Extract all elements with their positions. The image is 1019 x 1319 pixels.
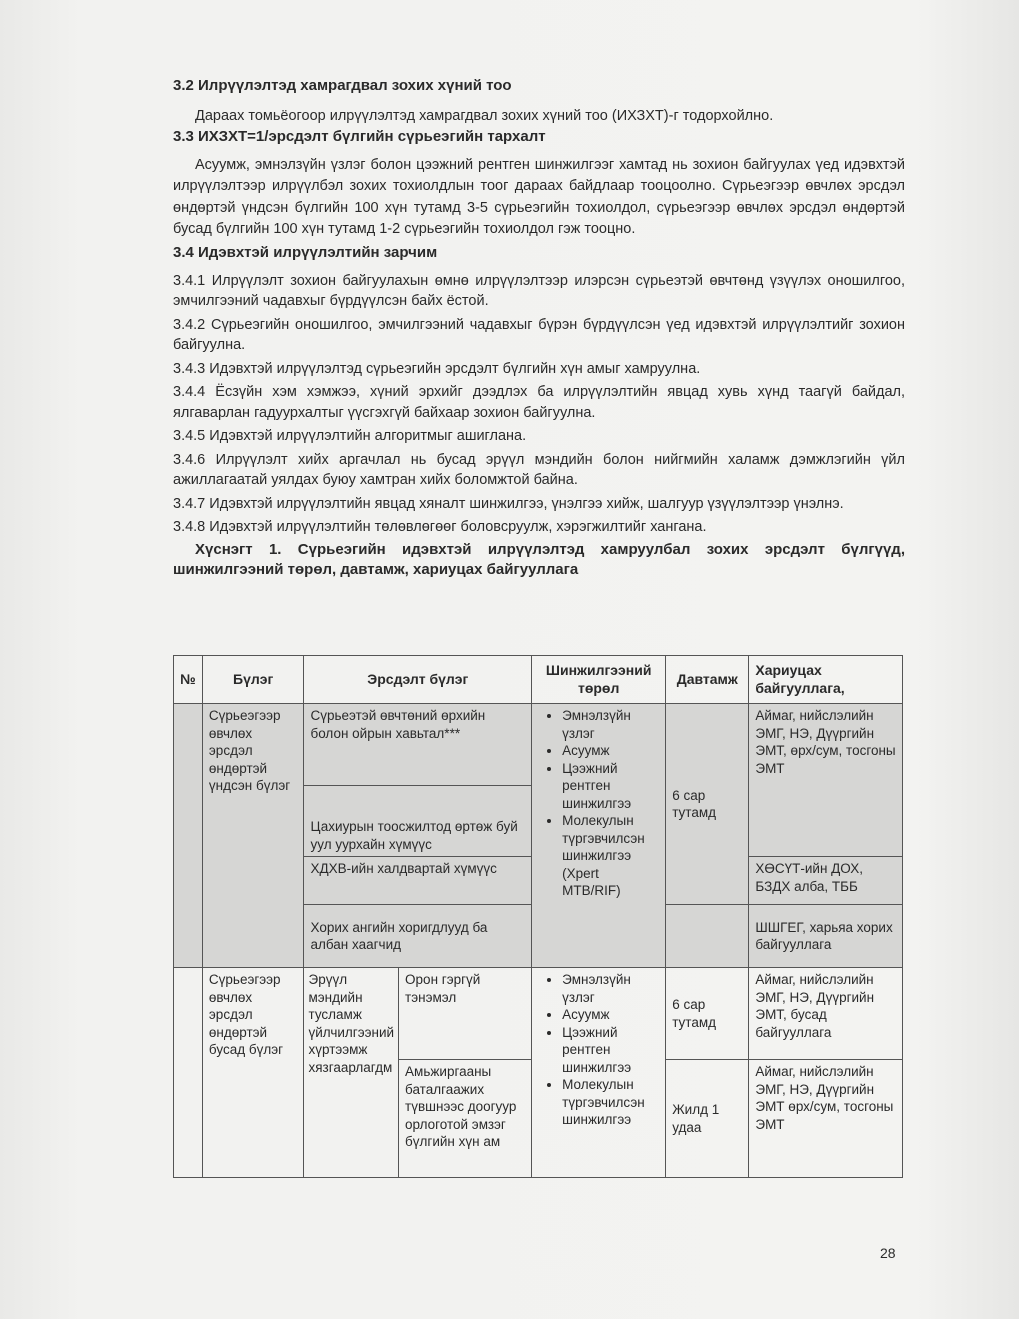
- header-org: Хариуцах байгууллага,: [749, 656, 903, 704]
- list-item: • Цээжний рентген шинжилгээ: [562, 1024, 659, 1077]
- header-risk: Эрсдэлт бүлэг: [304, 656, 532, 704]
- cell-num: [174, 704, 203, 968]
- item-3-4-3: 3.4.3 Идэвхтэй илрүүлэлтэд сүрьеэгийн эрсдэлт бүлгийн хүн амыг хамруулна.: [173, 360, 701, 377]
- item-3-4-5: 3.4.5 Идэвхтэй илрүүлэлтийн алгоритмыг ашиглана.: [173, 428, 527, 444]
- cell-risk-3: ХДХВ-ийн халдвартай хүмүүс: [304, 857, 532, 905]
- item-3-4-6: 3.4.6 Илрүүлэлт хийх аргачлал нь бусад эрүүл мэндийн болон нийгмийн халамж дэмжлэгийн үйл ажиллагаатай уялдах буюу хамтран хийх боломжтой байна.: [173, 451, 905, 488]
- list-item: • Эмнэлзүйн үзлэг: [562, 707, 659, 742]
- risk-group-table: [173, 655, 903, 1178]
- header-group: Бүлэг: [202, 656, 304, 704]
- item-3-4-8: 3.4.8 Идэвхтэй илрүүлэлтийн төлөвлөгөөг боловсруулж, хэрэгжилтийг хангана.: [173, 519, 707, 535]
- heading-3-3: 3.3 ИХЗХТ=1/эрсдэлт бүлгийн сүрьеэгийн тархалт: [173, 127, 546, 145]
- cell-risk-6: Амьжиргааны баталгаажих түвшнээс доогуур орлоготой эмзэг бүлгийн хүн ам: [399, 1060, 532, 1178]
- cell-freq-1: 6 сар тутамд: [666, 704, 749, 905]
- cell-freq-3: Жилд 1 удаа: [666, 1060, 749, 1178]
- cell-freq-empty: [666, 905, 749, 968]
- cell-org-4: Аймаг, нийслэлийн ЭМГ, НЭ, Дүүргийн ЭМТ, бусад байгууллага: [749, 968, 903, 1060]
- list-item: • Эмнэлзүйн үзлэг: [562, 971, 659, 1006]
- cell-risk-4: Хорих ангийн хоригдлууд ба албан хаагчид: [304, 905, 532, 968]
- heading-3-2: 3.2 Илрүүлэлтэд хамрагдвал зохих хүний тоо: [173, 77, 512, 94]
- list-item: • Молекулын түргэвчилсэн шинжилгээ: [562, 1076, 659, 1129]
- cell-risk-2: Цахиурын тоосжилтод өртөж буй уул уурхайн хүмүүс: [304, 786, 532, 857]
- cell-risk-1: Сүрьеэтэй өвчтөний өрхийн болон ойрын хавьтал***: [304, 704, 532, 786]
- header-test: Шинжилгээний төрөл: [532, 656, 666, 704]
- cell-group-1: Сүрьеэгээр өвчлөх эрсдэл өндөртэй үндсэн бүлэг: [202, 704, 304, 968]
- cell-org-2: ХӨСҮТ-ийн ДОХ, БЗДХ алба, ТББ: [749, 857, 903, 905]
- paragraph-3-2: Дараах томьёогоор илрүүлэлтэд хамрагдвал зохих хүний тоо (ИХЗХТ)-г тодорхойлно.: [195, 108, 774, 124]
- cell-org-1: Аймаг, нийслэлийн ЭМГ, НЭ, Дүүргийн ЭМТ, өрх/сум, тосгоны ЭМТ: [749, 704, 903, 857]
- cell-group-2: Сүрьеэгээр өвчлөх эрсдэл өндөртэй бусад бүлэг: [202, 968, 304, 1178]
- cell-freq-2: 6 сар тутамд: [666, 968, 749, 1060]
- cell-tests-1: [532, 704, 666, 968]
- header-freq: Давтамж: [666, 656, 749, 704]
- table-header-row: [174, 656, 903, 704]
- cell-tests-2: [532, 968, 666, 1178]
- header-num: №: [174, 656, 203, 704]
- cell-risk-5: Орон гэргүй тэнэмэл: [399, 968, 532, 1060]
- table-caption: Хүснэгт 1. Сүрьеэгийн идэвхтэй илрүүлэлтэд хамруулбал зохих эрсдэлт бүлгүүд, шинжилгээний төрөл, давтамж, хариуцах байгууллага: [173, 540, 905, 578]
- paragraph-3-3: Асуумж, эмнэлзүйн үзлэг болон цээжний рентген шинжилгээг хамтад нь зохион байгуулах үед идэвхтэй илрүүлэлтээр илрүүлбэл зохих тохиолдлын тоог дараах байдлаар тооцоолно. Сүрьеэгээр өвчлөх эрсдэл өндөртэй үндсэн бүлгийн 100 хүн тутамд 3-5 сүрьеэгийн тохиолдол, сүрьеэгээр өвчлөх эрсдэл өндөртэй бусад бүлгийн 100 хүн тутамд 1-2 сүрьеэгийн тохиолдол гэж тооцно.: [173, 156, 905, 237]
- cell-num: [174, 968, 203, 1178]
- text-body: [173, 72, 905, 580]
- page-number: 28: [880, 1245, 896, 1261]
- cell-org-3: ШШГЕГ, харьяа хорих байгууллага: [749, 905, 903, 968]
- cell-org-5: Аймаг, нийслэлийн ЭМГ, НЭ, Дүүргийн ЭМТ өрх/сум, тосгоны ЭМТ: [749, 1060, 903, 1178]
- cell-sub-2: Эрүүл мэндийн тусламж үйлчилгээний хүртээмж хязгаарлагдм: [304, 968, 399, 1178]
- item-3-4-4: 3.4.4 Ёсзүйн хэм хэмжээ, хүний эрхийг дээдлэх ба илрүүлэлтийн явцад хувь хүнд таагүй байдал, ялгаварлан гадуурхалтыг үүсгэхгүй байхаар зохион байгуулна.: [173, 384, 905, 421]
- heading-3-4: 3.4 Идэвхтэй илрүүлэлтийн зарчим: [173, 243, 438, 261]
- item-3-4-2: 3.4.2 Сүрьеэгийн оношилгоо, эмчилгээний чадавхыг бүрэн бүрдүүлсэн үед идэвхтэй илрүүлэлтийг зохион байгуулна.: [173, 316, 905, 353]
- table-row: [174, 968, 903, 1060]
- item-3-4-1: 3.4.1 Илрүүлэлт зохион байгуулахын өмнө илрүүлэлтээр илэрсэн сүрьеэтэй өвчтөнд үзүүлэх оношилгоо, эмчилгээний чадавхыг бүрдүүлсэн байх ёстой.: [173, 272, 905, 309]
- table-row: [174, 704, 903, 786]
- item-3-4-7: 3.4.7 Идэвхтэй илрүүлэлтийн явцад хяналт шинжилгээ, үнэлгээ хийж, шалгуур үзүүлэлтээр үнэлнэ.: [173, 495, 844, 512]
- list-item: • Асуумж: [562, 1006, 659, 1024]
- list-item: • Асуумж: [562, 742, 659, 760]
- list-item: • Молекулын түргэвчилсэн шинжилгээ (Xpert MTB/RIF): [562, 812, 659, 900]
- list-item: • Цээжний рентген шинжилгээ: [562, 760, 659, 813]
